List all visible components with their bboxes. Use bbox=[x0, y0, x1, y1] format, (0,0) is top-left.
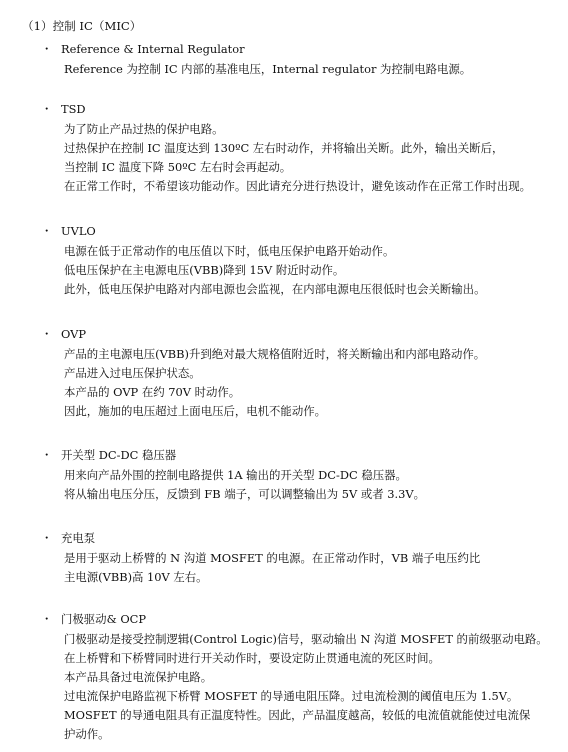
section-tsd bbox=[0, 101, 568, 197]
section-title: 充电泵 bbox=[61, 531, 96, 545]
section-dcdc-regulator bbox=[0, 447, 568, 505]
body-line: 此外，低电压保护电路对内部电源也会监视，在内部电源电压很低时也会关断输出。 bbox=[64, 282, 486, 296]
body-line: 在正常工作时，不希望该功能动作。因此请充分进行热设计，避免该动作在正常工作时出现。 bbox=[64, 179, 532, 193]
section-gate-drive-ocp bbox=[0, 611, 568, 745]
body-line: 过热保护在控制 IC 温度达到 130ºC 左右时动作，并将输出关断。此外，输出关断后， bbox=[64, 141, 504, 155]
bullet-marker: ・ bbox=[41, 327, 53, 341]
body-line: 在上桥臂和下桥臂同时进行开关动作时，要设定防止贯通电流的死区时间。 bbox=[64, 651, 440, 665]
body-line: 电源在低于正常动作的电压值以下时，低电压保护电路开始动作。 bbox=[64, 244, 395, 258]
bullet-marker: ・ bbox=[41, 531, 53, 545]
bullet-marker: ・ bbox=[41, 612, 53, 626]
section-uvlo bbox=[0, 223, 568, 300]
section-reference-regulator bbox=[0, 41, 568, 80]
body-line: 将从输出电压分压，反馈到 FB 端子，可以调整输出为 5V 或者 3.3V。 bbox=[64, 487, 425, 501]
body-line: 当控制 IC 温度下降 50ºC 左右时会再起动。 bbox=[64, 160, 292, 174]
body-line: 因此，施加的电压超过上面电压后，电机不能动作。 bbox=[64, 404, 326, 418]
section-title: 门极驱动& OCP bbox=[61, 612, 147, 626]
body-line: 为了防止产品过热的保护电路。 bbox=[64, 122, 224, 136]
body-line: 是用于驱动上桥臂的 N 沟道 MOSFET 的电源。在正常动作时，VB 端子电压约比 bbox=[64, 551, 481, 565]
section-ovp bbox=[0, 326, 568, 422]
body-line: 门极驱动是接受控制逻辑(Control Logic)信号，驱动输出 N 沟道 MOSFET 的前级驱动电路。 bbox=[64, 632, 548, 646]
section-heading: （1）控制 IC（MIC） bbox=[22, 19, 142, 33]
body-line: 低电压保护在主电源电压(VBB)降到 15V 附近时动作。 bbox=[64, 263, 345, 277]
body-line: 本产品具备过电流保护电路。 bbox=[64, 670, 213, 684]
body-line: 本产品的 OVP 在约 70V 时动作。 bbox=[64, 385, 241, 399]
bullet-marker: ・ bbox=[41, 448, 53, 462]
body-line: 护动作。 bbox=[64, 727, 110, 741]
section-charge-pump bbox=[0, 530, 568, 588]
section-title: Reference & Internal Regulator bbox=[61, 42, 245, 56]
body-line: 主电源(VBB)高 10V 左右。 bbox=[64, 570, 208, 584]
body-line: MOSFET 的导通电阻具有正温度特性。因此，产品温度越高，较低的电流值就能使过电流保 bbox=[64, 708, 531, 722]
body-line: 产品的主电源电压(VBB)升到绝对最大规格值附近时，将关断输出和内部电路动作。 bbox=[64, 347, 486, 361]
bullet-marker: ・ bbox=[41, 224, 53, 238]
section-title: 开关型 DC-DC 稳压器 bbox=[61, 448, 177, 462]
body-line: Reference 为控制 IC 内部的基准电压，Internal regulator 为控制电路电源。 bbox=[64, 62, 472, 76]
section-title: TSD bbox=[61, 102, 86, 116]
body-line: 过电流保护电路监视下桥臂 MOSFET 的导通电阻压降。过电流检测的阈值电压为 1.5V。 bbox=[64, 689, 519, 703]
section-title: OVP bbox=[61, 327, 87, 341]
section-title: UVLO bbox=[61, 224, 96, 238]
body-line: 用来向产品外围的控制电路提供 1A 输出的开关型 DC-DC 稳压器。 bbox=[64, 468, 407, 482]
body-line: 产品进入过电压保护状态。 bbox=[64, 366, 201, 380]
bullet-marker: ・ bbox=[41, 42, 53, 56]
bullet-marker: ・ bbox=[41, 102, 53, 116]
